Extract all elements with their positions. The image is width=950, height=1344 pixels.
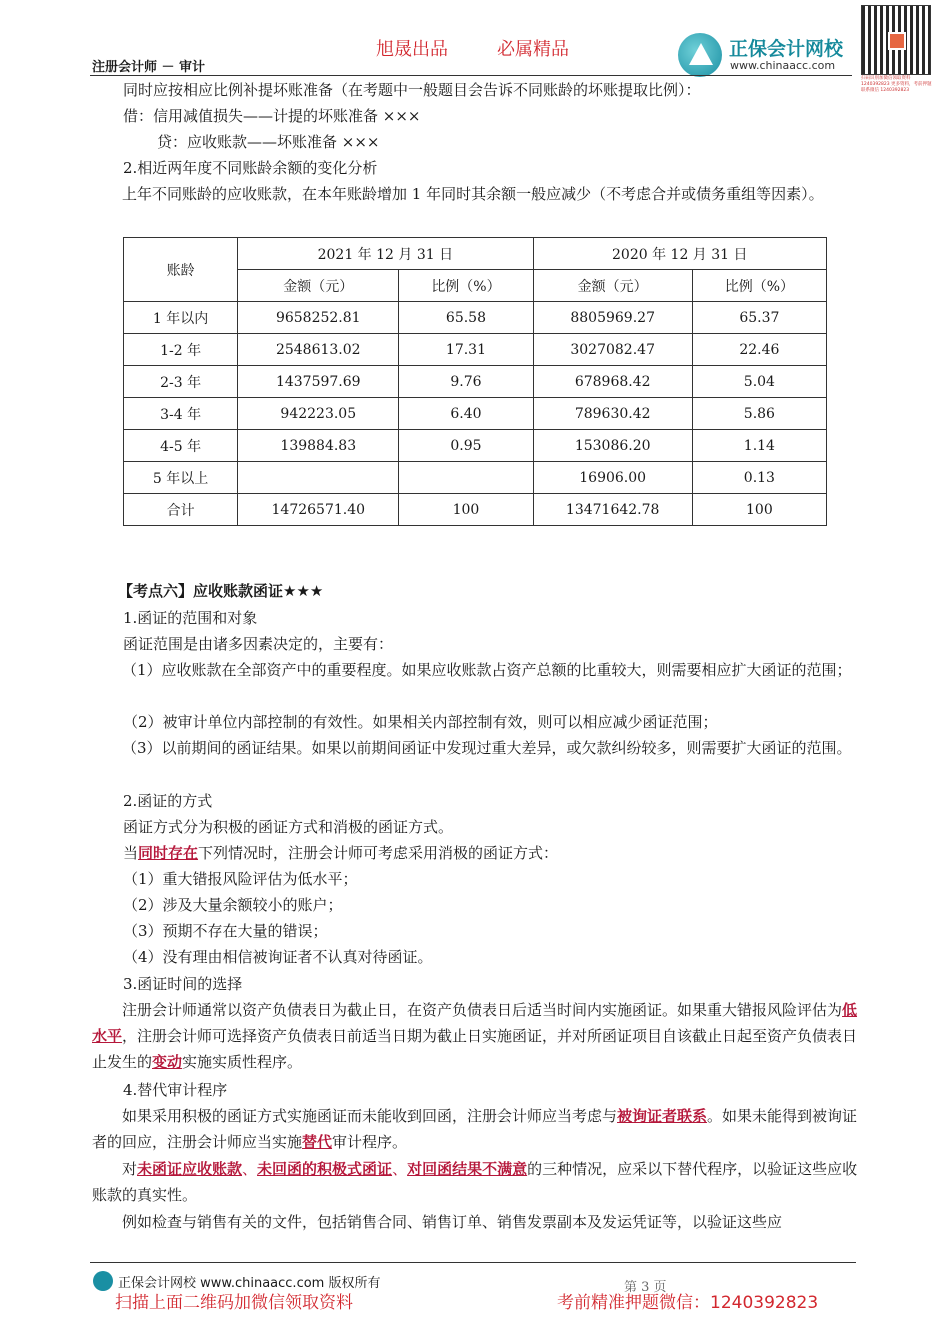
qr-code-icon (861, 5, 931, 75)
list-item: （3）预期不存在大量的错误； (123, 922, 328, 940)
cell-age: 4-5 年 (124, 430, 238, 462)
cell-ratio-2020: 65.37 (692, 302, 826, 334)
text-span: 注册会计师通常以资产负债表日为截止日，在资产负债表日后适当时间内实施函证。如果重大错报风险评估为 (122, 1001, 843, 1019)
header-year-2020: 2020 年 12 月 31 日 (533, 238, 826, 270)
page-number: 第 3 页 (624, 1280, 667, 1295)
list-item: （3）以前期间的函证结果。如果以前期间函证中发现过重大差异，或欠款纠纷较多，则需要扩大函证的范围。 (122, 739, 852, 757)
cell-ratio-2020: 5.04 (692, 366, 826, 398)
cell-amount-2021 (238, 462, 399, 494)
table-row (124, 334, 827, 366)
cell-amount-2020: 789630.42 (533, 398, 692, 430)
cell-amount-2020: 13471642.78 (533, 494, 692, 526)
highlight-keyword: 变动 (152, 1053, 183, 1071)
cell-ratio-2020: 100 (692, 494, 826, 526)
subsection-title: 2.函证的方式 (123, 792, 213, 810)
intro-line-1: 同时应按相应比例补提坏账准备（在考题中一般题目会告诉不同账龄的坏账提取比例）： (123, 81, 701, 99)
paragraph: 函证范围是由诸多因素决定的，主要有： (123, 635, 394, 653)
logo-url: www.chinaacc.com (730, 59, 836, 72)
highlight-keyword: 被询证者联系 (617, 1107, 708, 1125)
course-title: 注册会计师 － 审计 (92, 60, 206, 75)
cell-ratio-2020: 1.14 (692, 430, 826, 462)
cell-amount-2020: 16906.00 (533, 462, 692, 494)
intro-line-3: 贷：应收账款——坏账准备 ××× (157, 133, 380, 151)
list-item: （4）没有理由相信被询证者不认真对待函证。 (123, 948, 433, 966)
cell-age: 5 年以上 (124, 462, 238, 494)
cell-amount-2021: 139884.83 (238, 430, 399, 462)
intro-line-2: 借：信用减值损失——计提的坏账准备 ××× (123, 107, 421, 125)
table-row (124, 302, 827, 334)
cell-age: 1-2 年 (124, 334, 238, 366)
subsection-title: 1.函证的范围和对象 (123, 609, 258, 627)
table-row (124, 430, 827, 462)
cell-ratio-2020: 5.86 (692, 398, 826, 430)
chinaacc-logo-icon (678, 33, 722, 77)
cell-age: 3-4 年 (124, 398, 238, 430)
cell-ratio-2021: 65.58 (399, 302, 533, 334)
paragraph (92, 997, 860, 1075)
cell-amount-2021: 2548613.02 (238, 334, 399, 366)
highlight-keyword: 对回函结果不满意 (407, 1160, 528, 1178)
list-item: （2）被审计单位内部控制的有效性。如果相关内部控制有效，则可以相应减少函证范围； (123, 713, 718, 731)
text-span: 实施实质性程序。 (182, 1053, 303, 1071)
cell-ratio-2021: 0.95 (399, 430, 533, 462)
highlight-keyword: 未回函的积极式函证 (257, 1160, 393, 1178)
header-account-age: 账龄 (124, 238, 238, 302)
cell-ratio-2020: 22.46 (692, 334, 826, 366)
subheader-ratio: 比例（%） (692, 270, 826, 302)
header-slogan-right: 必属精品 (497, 39, 569, 60)
text-span: 、 (242, 1160, 258, 1178)
table-row (124, 398, 827, 430)
paragraph (92, 1103, 860, 1155)
qr-caption: 扫码识别加微信领取资料 1240392823 更多资料，考前押题联系微信 1240392823 (861, 76, 932, 93)
text-span: 当 (123, 844, 139, 862)
cell-amount-2021: 1437597.69 (238, 366, 399, 398)
footer-logo-icon (93, 1271, 113, 1291)
highlight-keyword: 未函证应收账款 (137, 1160, 243, 1178)
cell-ratio-2020: 0.13 (692, 462, 826, 494)
text-span: 审计程序。 (332, 1133, 408, 1151)
text-span: 对 (122, 1160, 138, 1178)
paragraph: 函证方式分为积极的函证方式和消极的函证方式。 (123, 818, 454, 836)
cell-age: 合计 (124, 494, 238, 526)
text-span: 下列情况时，注册会计师可考虑采用消极的函证方式： (198, 844, 559, 862)
cell-age: 2-3 年 (124, 366, 238, 398)
text-span: 。如果未能得到被询证者的回应，注册会计师应当实施 (92, 1107, 858, 1151)
promo-right: 考前精准押题微信：1240392823 (557, 1293, 819, 1313)
cell-ratio-2021: 6.40 (399, 398, 533, 430)
header-slogan-left: 旭晟出品 (376, 39, 448, 60)
footer-copyright: 正保会计网校 www.chinaacc.com 版权所有 (118, 1276, 381, 1291)
paragraph (92, 1156, 860, 1208)
footer-divider (90, 1262, 856, 1263)
subsection-title: 3.函证时间的选择 (123, 975, 243, 993)
cell-amount-2020: 678968.42 (533, 366, 692, 398)
cell-amount-2020: 8805969.27 (533, 302, 692, 334)
subsection-title: 4.替代审计程序 (123, 1081, 228, 1099)
cell-amount-2020: 3027082.47 (533, 334, 692, 366)
cell-age: 1 年以内 (124, 302, 238, 334)
cell-ratio-2021: 100 (399, 494, 533, 526)
header-divider (90, 75, 852, 76)
cell-amount-2021: 942223.05 (238, 398, 399, 430)
cell-amount-2021: 9658252.81 (238, 302, 399, 334)
paragraph (123, 840, 891, 866)
text-span: 如果采用积极的函证方式实施函证而未能收到回函，注册会计师应当考虑与 (122, 1107, 618, 1125)
cell-ratio-2021: 17.31 (399, 334, 533, 366)
intro-line-5: 上年不同账龄的应收账款，在本年账龄增加 1 年同时其余额一般应减少（不考虑合并或债务重组等因素）。 (122, 185, 824, 203)
text-span: ，注册会计师可选择资产负债表日前适当日期为截止日实施函证，并对所函证项目自该截止日起至资产负债表日止发生的 (92, 1027, 858, 1071)
text-span: 的三种情况，应采以下替代程序，以验证这些应收账款的真实性。 (92, 1160, 858, 1204)
cell-amount-2020: 153086.20 (533, 430, 692, 462)
text-span: 、 (392, 1160, 408, 1178)
list-item: （2）涉及大量余额较小的账户； (123, 896, 343, 914)
table-row-total (124, 494, 827, 526)
header-year-2021: 2021 年 12 月 31 日 (238, 238, 533, 270)
table-row (124, 462, 827, 494)
subheader-amount: 金额（元） (238, 270, 399, 302)
subheader-amount: 金额（元） (533, 270, 692, 302)
highlight-keyword: 低水平 (92, 1001, 858, 1045)
logo-name: 正保会计网校 (729, 38, 844, 60)
paragraph: 例如检查与销售有关的文件，包括销售合同、销售订单、销售发票副本及发运凭证等，以验证这些应 (122, 1213, 783, 1231)
list-item: （1）重大错报风险评估为低水平； (123, 870, 358, 888)
aging-table (123, 237, 827, 526)
cell-ratio-2021: 9.76 (399, 366, 533, 398)
promo-left: 扫描上面二维码加微信领取资料 (115, 1293, 353, 1313)
list-item: （1）应收账款在全部资产中的重要程度。如果应收账款占资产总额的比重较大，则需要相应扩大函证的范围； (122, 661, 852, 679)
cell-amount-2021: 14726571.40 (238, 494, 399, 526)
section-title: 【考点六】应收账款函证★★★ (118, 582, 324, 600)
intro-line-4: 2.相近两年度不同账龄余额的变化分析 (123, 159, 378, 177)
highlight-keyword: 同时存在 (138, 844, 199, 862)
table-row (124, 366, 827, 398)
highlight-keyword: 替代 (302, 1133, 333, 1151)
subheader-ratio: 比例（%） (399, 270, 533, 302)
cell-ratio-2021 (399, 462, 533, 494)
